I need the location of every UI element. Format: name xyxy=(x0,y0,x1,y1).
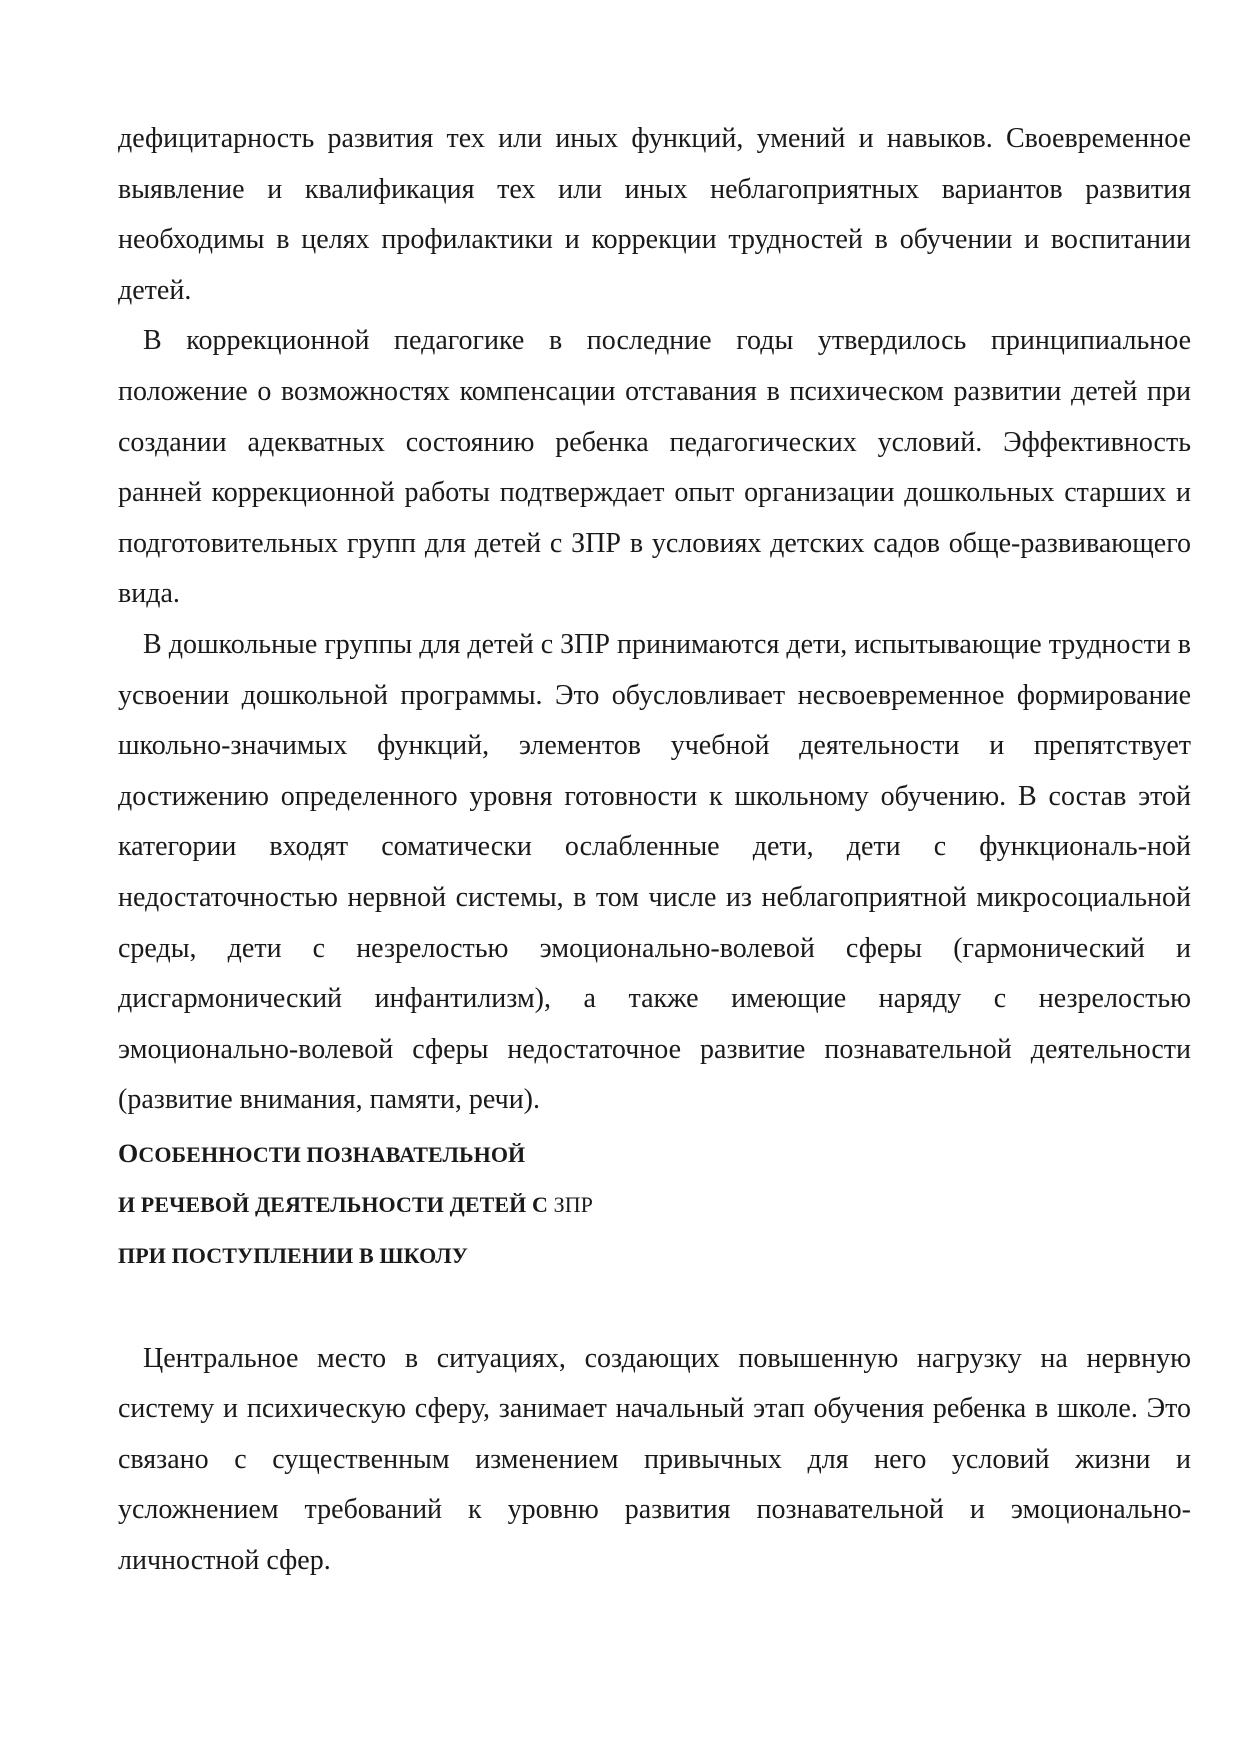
heading-line-2: И РЕЧЕВОЙ ДЕЯТЕЛЬНОСТИ ДЕТЕЙ С ЗПР xyxy=(118,1192,594,1218)
paragraph-school-entry: Центральное место в ситуациях, создающих повышенную нагрузку на нервную систему и психическую сферу, занимает начальный этап обучения ребенка в школе. Это связано с существенным изменением привычных для него условий жизни и усложнением требований к уровню развития познавательной и эмоционально-личностной сфер. xyxy=(118,1342,1191,1577)
section-heading xyxy=(118,1129,1191,1282)
paragraph-correction-pedagogy: В коррекционной педагогике в последние годы утвердилось принципиальное положение о возможностях компенсации отставания в психическом развитии детей при создании адекватных состоянию ребенка педагогических условий. Эффективность ранней коррекционной работы подтверждает опыт организации дошкольных старших и подготовительных групп для детей с ЗПР в условиях детских садов обще-развивающего вида. xyxy=(118,325,1191,610)
paragraph-continuation: дефицитарность развития тех или иных функций, умений и навыков. Своевременное выявление и квалификация тех или иных неблагоприятных вариантов развития необходимы в целях профилактики и коррекции трудностей в обучении и воспитании детей. xyxy=(118,123,1191,306)
heading-line-1: ОСОБЕННОСТИ ПОЗНАВАТЕЛЬНОЙ xyxy=(118,1138,526,1168)
paragraph-preschool-groups: В дошкольные группы для детей с ЗПР принимаются дети, испытывающие трудности в усвоении дошкольной программы. Это обусловливает несвоевременное формирование школьно-значимых функций, элементов учебной деятельности и препятствует достижению определенного уровня готовности к школьному обучению. В состав этой категории входят соматически ослабленные дети, дети с функциональ-ной недостаточностью нервной системы, в том числе из неблагоприятной микросоциальной среды, дети с незрелостью эмоционально-волевой сферы (гармонический и дисгармонический инфантилизм), а также имеющие наряду с незрелостью эмоционально-волевой сферы недостаточное развитие познавательной деятельности (развитие внимания, памяти, речи). xyxy=(118,628,1191,1116)
heading-line-3: ПРИ ПОСТУПЛЕНИИ В ШКОЛУ xyxy=(118,1243,468,1269)
document-page xyxy=(118,114,1191,1587)
